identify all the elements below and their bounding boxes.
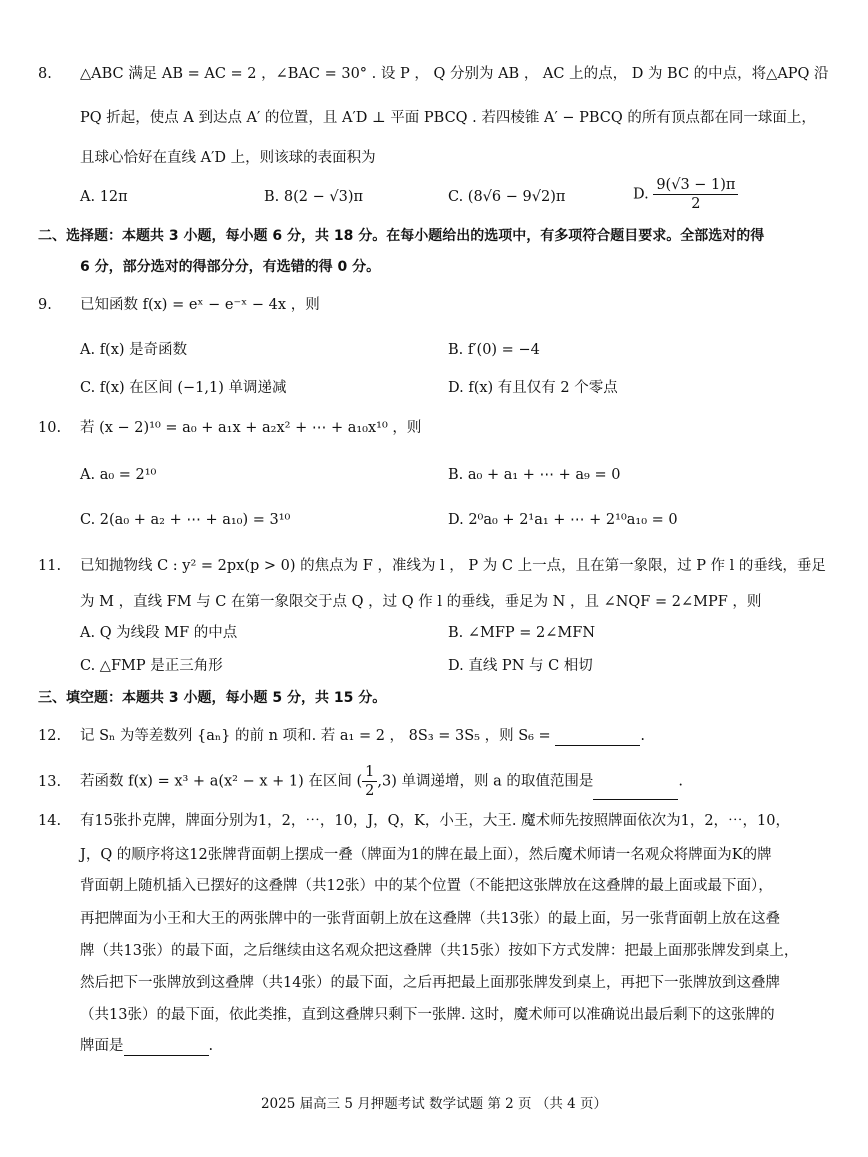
q10-option-b: B. a₀ + a₁ + ⋯ + a₉ = 0 (448, 467, 621, 483)
q8-option-d-fraction (653, 176, 738, 213)
q14-stem-line7: （共13张）的最下面，依此类推，直到这叠牌只剩下一张牌. 这时，魔术师可以准确说出最后剩下的这张牌的 (80, 1007, 775, 1023)
q12-stem-text: 记 Sₙ 为等差数列 {aₙ} 的前 n 项和. 若 a₁ = 2 ， 8S₃ = 3S₅ ，则 S₆ = (80, 728, 551, 744)
q10-option-c: C. 2(a₀ + a₂ + ⋯ + a₁₀) = 3¹⁰ (80, 512, 291, 528)
q8-option-c: C. (8√6 − 9√2)π (448, 189, 566, 205)
q9-stem: 已知函数 f(x) = eˣ − e⁻ˣ − 4x ，则 (80, 297, 320, 313)
q12-end-period: . (640, 728, 645, 744)
q13-stem-post: ,3) 单调递增，则 a 的取值范围是 (377, 773, 594, 790)
q11-option-b: B. ∠MFP = 2∠MFN (448, 625, 596, 641)
q11-stem-line2: 为 M ，直线 FM 与 C 在第一象限交于点 Q ，过 Q 作 l 的垂线，垂足为 N ，且 ∠NQF = 2∠MPF ，则 (80, 594, 762, 610)
q13-end-period: . (678, 773, 683, 790)
q11-option-c: C. △FMP 是正三角形 (80, 658, 223, 674)
q11-stem-line1: 已知抛物线 C : y² = 2px(p > 0) 的焦点为 F ，准线为 l ， P 为 C 上一点，且在第一象限，过 P 作 l 的垂线，垂足 (80, 558, 826, 574)
q9-option-c: C. f(x) 在区间 (−1,1) 单调递减 (80, 380, 287, 396)
q14-stem-line2: J，Q 的顺序将这12张牌背面朝上摆成一叠（牌面为1的牌在最上面），然后魔术师请一名观众将牌面为K的牌 (80, 847, 772, 863)
q13-fraction (362, 763, 377, 800)
page-footer: 2025 届高三 5 月押题考试 数学试题 第 2 页 （共 4 页） (260, 1096, 608, 1112)
q8-option-a: A. 12π (80, 189, 128, 205)
section2-heading-line2: 6 分，部分选对的得部分分，有选错的得 0 分。 (80, 259, 381, 275)
q8-number: 8. (38, 66, 52, 82)
q13-fraction-denominator: 2 (365, 783, 375, 799)
q14-stem-line8 (80, 1036, 213, 1056)
q9-option-d: D. f(x) 有且仅有 2 个零点 (448, 380, 618, 396)
q14-stem-line1: 有15张扑克牌，牌面分别为1，2，⋯，10，J，Q，K，小王，大王. 魔术师先按照牌面依次为1，2，⋯，10， (80, 813, 791, 829)
q8-stem-line1: △ABC 满足 AB = AC = 2 ，∠BAC = 30° . 设 P ， Q 分别为 AB ， AC 上的点， D 为 BC 的中点，将△APQ 沿 (80, 66, 829, 82)
q14-stem-line6: 然后把下一张牌放到这叠牌（共14张）的最下面，之后再把最上面那张牌发到桌上，再把下一张牌放到这叠牌 (80, 975, 780, 991)
q10-option-a: A. a₀ = 2¹⁰ (80, 467, 157, 483)
q9-option-a: A. f(x) 是奇函数 (80, 342, 188, 358)
q10-stem: 若 (x − 2)¹⁰ = a₀ + a₁x + a₂x² + ⋯ + a₁₀x¹⁰ ，则 (80, 420, 422, 436)
q12-number: 12. (38, 728, 62, 744)
q14-stem-line3: 背面朝上随机插入已摆好的这叠牌（共12张）中的某个位置（不能把这张牌放在这叠牌的最上面或最下面）， (80, 878, 773, 894)
q8-option-d-label: D. (633, 186, 649, 203)
q10-number: 10. (38, 420, 62, 436)
q10-option-d: D. 2⁰a₀ + 2¹a₁ + ⋯ + 2¹⁰a₁₀ = 0 (448, 512, 678, 528)
q9-option-b: B. f′(0) = −4 (448, 342, 540, 358)
q14-last-text: 牌面是 (80, 1038, 124, 1054)
q8-stem-line3: 且球心恰好在直线 A′D 上，则该球的表面积为 (80, 150, 376, 166)
q14-stem-line4: 再把牌面为小王和大王的两张牌中的一张背面朝上放在这叠牌（共13张）的最上面，另一张背面朝上放在这叠 (80, 911, 780, 927)
q8-option-d (633, 176, 738, 213)
q13-stem-pre: 若函数 f(x) = x³ + a(x² − x + 1) 在区间 ( (80, 773, 363, 790)
q9-number: 9. (38, 297, 52, 313)
q13-number: 13. (38, 774, 62, 790)
q8-option-d-numerator: 9(√3 − 1)π (653, 176, 738, 195)
q13-stem (80, 763, 683, 800)
q13-answer-blank (593, 783, 678, 800)
q13-fraction-numerator: 1 (362, 763, 377, 782)
q14-end-period: . (208, 1038, 214, 1054)
q14-answer-blank (124, 1039, 209, 1056)
q12-answer-blank (555, 729, 640, 746)
section2-heading-line1: 二、选择题：本题共 3 小题，每小题 6 分，共 18 分。在每小题给出的选项中，有多项符合题目要求。全部选对的得 (38, 228, 765, 244)
q11-option-d: D. 直线 PN 与 C 相切 (448, 658, 593, 674)
q14-stem-line5: 牌（共13张）的最下面，之后继续由这名观众把这叠牌（共15张）按如下方式发牌：把最上面那张牌发到桌上， (80, 943, 799, 959)
q11-number: 11. (38, 558, 62, 574)
q12-stem (80, 726, 645, 746)
q8-stem-line2: PQ 折起，使点 A 到达点 A′ 的位置，且 A′D ⊥ 平面 PBCQ . 若四棱锥 A′ − PBCQ 的所有顶点都在同一球面上， (80, 110, 816, 126)
q11-option-a: A. Q 为线段 MF 的中点 (80, 625, 238, 641)
q14-number: 14. (38, 813, 62, 829)
q8-option-d-denominator: 2 (691, 196, 701, 212)
section3-heading: 三、填空题：本题共 3 小题，每小题 5 分，共 15 分。 (38, 690, 387, 706)
q8-option-b: B. 8(2 − √3)π (264, 189, 364, 205)
